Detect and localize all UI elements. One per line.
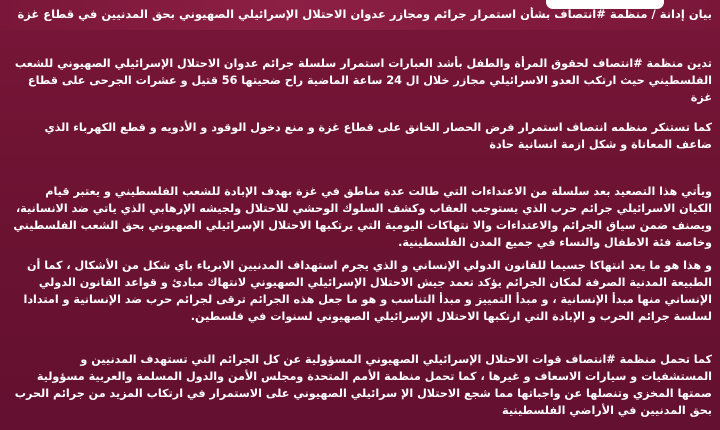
paragraph-condemnation: تدين منظمة #انتصاف لحقوق المرأة والطفل بأشد العبارات استمرار سلسلة جرائم عدوان الاحتلال الإسرائيلي الصهيوني للشعب الفلسطيني حيث ارتكب العدو الاسرائيلي مجازر خلال ال 24 ساعة الماضية راح ضحيتها 56 قتيل و عشرات الجرحى على قطاع غزة [14,57,712,104]
paragraph-international-law: و هذا هو ما يعد انتهاكا جسيما للقانون الدولي الإنساني و الذي يجرم استهداف المدنيين الابرياء باي شكل من الأشكال ، كما أن الطبيعة المدنية الصرفة لمكان الجرائم يؤكد تعمد جيش الاحتلال الإسرائيلي الصهيوني لانتهاك مبادئ و قواعد القانون الدولي الإنساني منها مبدأ الإنسانية ، و مبدأ التمييز و مبدأ التناسب و هو ما جعل هذه الجرائم ترقى لجرائم حرب ضد الإنسانية و امتدادا لسلسة جرائم الحرب و الإبادة التي ارتكبها الاحتلال الإسرائيلي الصهيوني لسنوات في فلسطين. [23,259,712,323]
paragraph-responsibility: كما تحمل منظمة #انتصاف قوات الاحتلال الإسرائيلي الصهيوني المسؤولية عن كل الجرائم التي تستهدف المدنيين و المستشفيات و سيارات الاسعاف و غيرها ، كما تحمل منظمة الأمم المتحدة ومجلس الأمن والدول المسلمة والعربية مسؤولية صمتها المخزي وتنصلها عن واجباتها مما شجع الاحتلال الإ سرائيلي الصهيوني على الاستمرار في ارتكاب المزيد من جرائم الحرب بحق المدنيين في الأراضي الفلسطينية [14,353,712,417]
statement-title: بيان إدانة / منظمة #انتصاف بشأن استمرار جرائم ومجازر عدوان الاحتلال الإسرائيلي الصهيوني بحق المدنيين في قطاع غزة [17,7,712,21]
paragraph-siege: كما تستنكر منظمه انتصاف استمرار فرض الحصار الخانق على قطاع غزة و منع دخول الوقود و الأدويه و قطع الكهرباء الذي ضاعف المعاناة و شكل ازمة انسانية حادة [44,121,712,151]
paragraph-escalation: ويأتي هذا التصعيد بعد سلسلة من الاعتداءات التي طالت عدة مناطق في غزة بهدف الإبادة للشعب الفلسطيني و يعتبر قيام الكيان الاسرائيلي جرائم حرب الذي يستوجب العقاب وكشف السلوك الوحشي للاحتلال ولجيشه الإرهابي الذي ياتي ضد الانسانية، ويصنف ضمن سياق الجرائم والاعتداءات والا نتهاكات اليومية التي يرتكبها الاحتلال الإسرائيلي الصهيوني بحق الشعب الفلسطيني وخاصة فئة الاطفال والنساء في جميع المدن الفلسطينية. [13,185,712,249]
